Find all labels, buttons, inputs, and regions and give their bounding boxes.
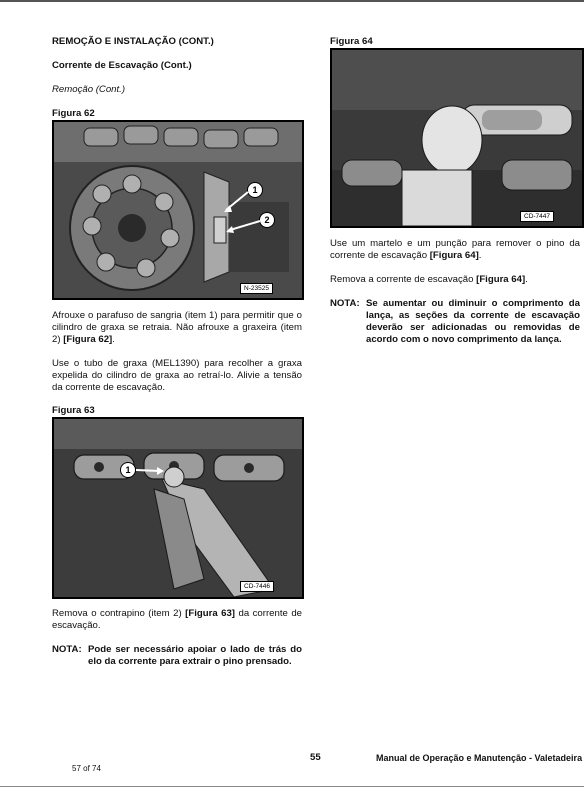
- manual-title: Manual de Operação e Manutenção - Valetadeira: [376, 753, 583, 763]
- figure-64-code: CD-7447: [520, 211, 554, 222]
- note-text-left: Pode ser necessário apoiar o lado de trás do elo da corrente para extrair o pino prensado.: [88, 644, 302, 667]
- pdf-page-indicator: 57 of 74: [72, 764, 101, 773]
- paragraph-hammer-punch: Use um martelo e um punção para remover o pino da corrente de escavação [Figura 64].: [330, 238, 580, 261]
- figure-ref-64: [Figura 64]: [429, 250, 479, 261]
- note-label-right: NOTA:: [330, 298, 360, 309]
- figure-63-label: Figura 63: [52, 405, 95, 416]
- figure-62-code: N-23525: [240, 283, 273, 294]
- figure-63-photo: [52, 417, 304, 599]
- figure-64-label: Figura 64: [330, 36, 373, 47]
- callout-arrows: [54, 122, 302, 298]
- figure-ref-64-b: [Figura 64]: [476, 274, 526, 285]
- paragraph-remove-chain: Remova a corrente de escavação [Figura 64].: [330, 274, 528, 285]
- figure-63-code: CD-7446: [240, 581, 274, 592]
- figure-64-photo: [330, 48, 584, 228]
- paragraph-grease-tube: Use o tubo de graxa (MEL1390) para recolher a graxa expelida do cilindro de graxa ao retraí-lo. Alivie a tensão da corrente de escavação.: [52, 358, 302, 393]
- callout-1: 1: [247, 182, 263, 198]
- paragraph-remove-cotter-pin: Remova o contrapino (item 2) [Figura 63] da corrente de escavação.: [52, 608, 302, 631]
- section-title: REMOÇÃO E INSTALAÇÃO (CONT.): [52, 36, 214, 47]
- subsection-title: Corrente de Escavação (Cont.): [52, 60, 192, 71]
- figure-ref-62: [Figura 62]: [63, 334, 113, 345]
- note-text-right: Se aumentar ou diminuir o comprimento da lança, as seções da corrente de escavação deverão ser adicionadas ou removidas de acordo com o novo comprimento da lança.: [366, 298, 580, 345]
- sub-subtitle: Remoção (Cont.): [52, 84, 126, 95]
- figure-ref-63: [Figura 63]: [185, 608, 235, 619]
- page-top-border: [0, 0, 584, 2]
- page-number: 55: [310, 752, 321, 763]
- figure-62-photo: [52, 120, 304, 300]
- callout-arrow: [54, 419, 302, 597]
- callout-1: 1: [120, 462, 136, 478]
- note-label-left: NOTA:: [52, 644, 82, 655]
- paragraph-loosen-bleed-screw: Afrouxe o parafuso de sangria (item 1) para permitir que o cilindro de graxa se retraia. Não afrouxe a graxeira (item 2) [Figura 62].: [52, 310, 302, 345]
- page-bottom-border: [0, 786, 584, 787]
- callout-2: 2: [259, 212, 275, 228]
- figure-62-label: Figura 62: [52, 108, 95, 119]
